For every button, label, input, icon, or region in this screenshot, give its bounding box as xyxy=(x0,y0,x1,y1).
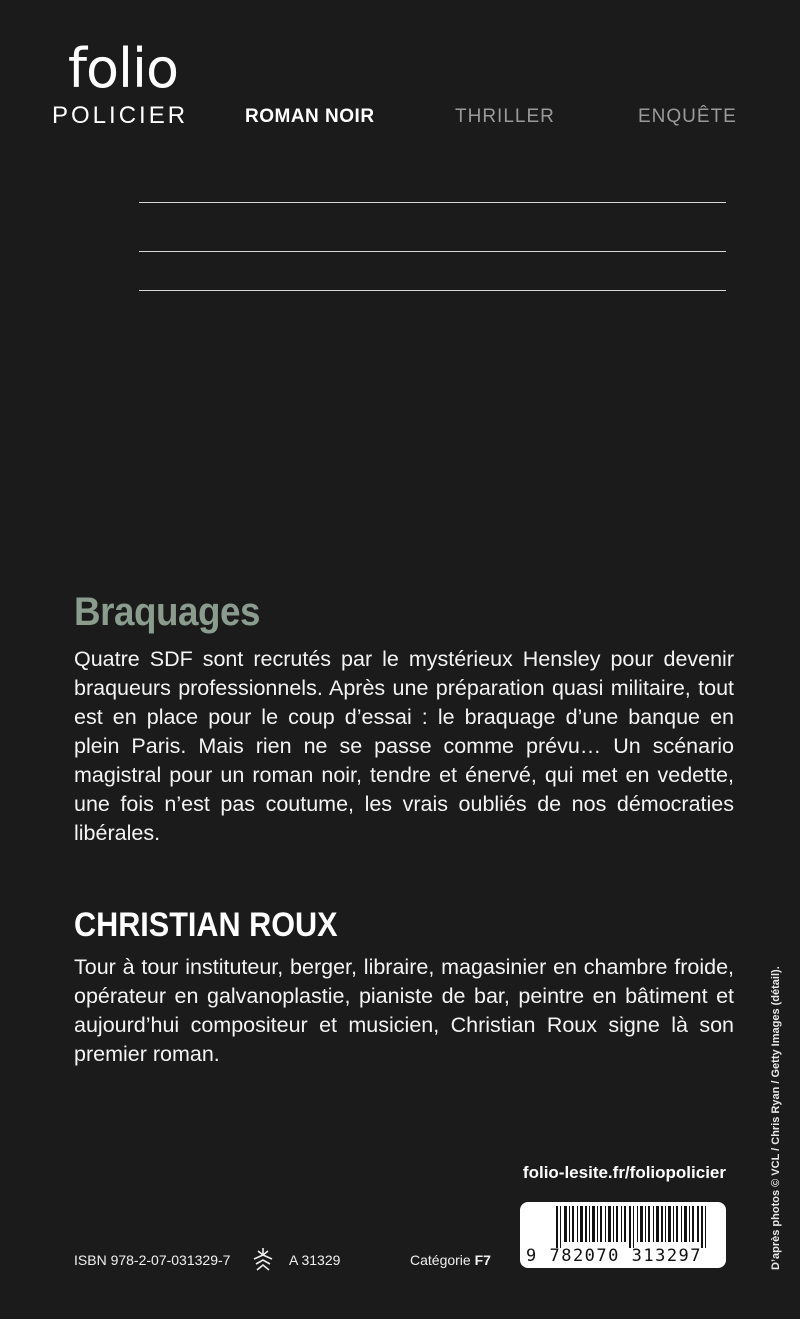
folio-logo: folio xyxy=(68,37,179,100)
category-value: F7 xyxy=(474,1252,491,1268)
divider xyxy=(139,290,726,291)
book-title: Braquages xyxy=(74,590,261,634)
policier-label: POLICIER xyxy=(52,102,189,129)
product-code: A 31329 xyxy=(289,1252,341,1268)
divider xyxy=(139,251,726,252)
barcode-bars-icon xyxy=(556,1206,716,1248)
genre-roman-noir: ROMAN NOIR xyxy=(245,106,375,127)
category-label: Catégorie xyxy=(410,1252,471,1268)
genre-enquete: ENQUÊTE xyxy=(638,106,737,127)
photo-credit: D’après photos © VCL / Chris Ryan / Getty Images (détail). xyxy=(770,966,782,1270)
author-bio: Tour à tour instituteur, berger, libraire, magasinier en chambre froide, opérateur en galvanoplastie, pianiste de bar, peintre en bâtiment et aujourd’hui compositeur et musicien, Christian Roux signe là son premier roman. xyxy=(74,955,734,1066)
author-name: CHRISTIAN ROUX xyxy=(74,906,338,944)
category xyxy=(410,1252,491,1268)
website-link[interactable]: folio-lesite.fr/foliopolicier xyxy=(522,1163,726,1182)
genre-thriller: THRILLER xyxy=(455,106,555,127)
publisher-emblem-icon xyxy=(251,1246,275,1277)
divider xyxy=(139,202,726,203)
barcode-digits: 9 782070 313297 xyxy=(526,1246,703,1266)
isbn: ISBN 978-2-07-031329-7 xyxy=(74,1252,231,1268)
barcode xyxy=(520,1202,726,1268)
book-summary: Quatre SDF sont recrutés par le mystérieux Hensley pour devenir braqueurs professionnels. Après une préparation quasi militaire, tout est en place pour le coup d’essai : le braquage d’une banque en plein Paris. Mais rien ne se passe comme prévu… Un scénario magistral pour un roman noir, tendre et énervé, qui met en vedette, une fois n’est pas coutume, les vrais oubliés de nos démocraties libérales. xyxy=(74,647,734,845)
